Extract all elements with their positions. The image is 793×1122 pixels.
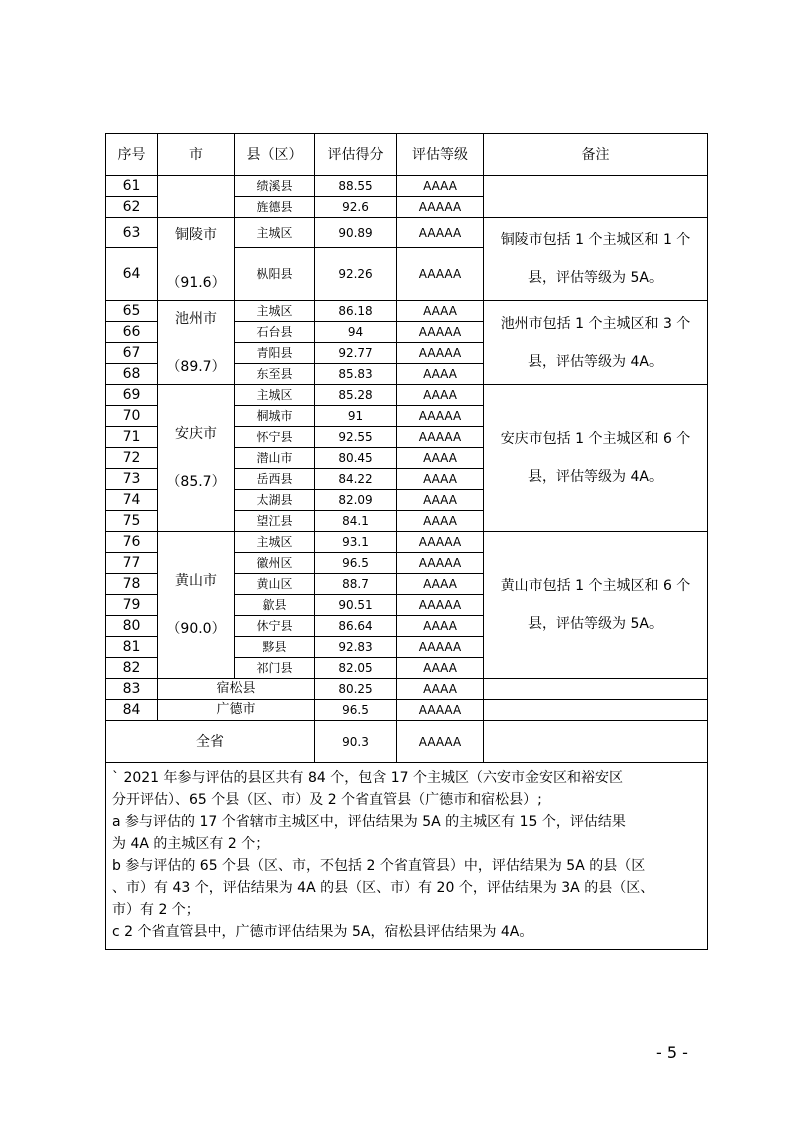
- row-grade: AAAA: [397, 490, 484, 511]
- row-county: 绩溪县: [235, 176, 315, 197]
- city-cell: [158, 532, 235, 679]
- row-score: 91: [315, 406, 397, 427]
- row-score: 85.28: [315, 385, 397, 406]
- header-seq: 序号: [106, 134, 158, 176]
- note-cell-blank: [484, 679, 708, 700]
- row-score: 96.5: [315, 553, 397, 574]
- row-grade: AAAA: [397, 301, 484, 322]
- header-county: 县（区）: [235, 134, 315, 176]
- row-seq: 76: [106, 532, 158, 553]
- city-score: （90.0）: [166, 621, 226, 637]
- row-grade: AAAA: [397, 448, 484, 469]
- footnote-line: 为 4A 的主城区有 2 个；: [112, 836, 270, 852]
- row-grade: AAAAA: [397, 700, 484, 721]
- row-seq: 77: [106, 553, 158, 574]
- row-county: 主城区: [235, 218, 315, 248]
- row-grade: AAAA: [397, 511, 484, 532]
- total-grade: AAAAA: [397, 721, 484, 763]
- row-county: 东至县: [235, 364, 315, 385]
- row-seq: 63: [106, 218, 158, 248]
- row-grade: AAAAA: [397, 406, 484, 427]
- row-county: 怀宁县: [235, 427, 315, 448]
- row-county: 徽州区: [235, 553, 315, 574]
- total-score: 90.3: [315, 721, 397, 763]
- page-number: - 5 -: [656, 1043, 688, 1062]
- row-grade: AAAA: [397, 364, 484, 385]
- note-cell-blank: [484, 700, 708, 721]
- row-grade: AAAAA: [397, 248, 484, 301]
- city-name: 铜陵市: [175, 227, 217, 243]
- header-score: 评估得分: [315, 134, 397, 176]
- city-cell: [158, 301, 235, 385]
- row-seq: 68: [106, 364, 158, 385]
- row-seq: 66: [106, 322, 158, 343]
- city-score: （85.7）: [166, 474, 226, 490]
- row-score: 90.89: [315, 218, 397, 248]
- row-grade: AAAAA: [397, 322, 484, 343]
- row-county: 黄山区: [235, 574, 315, 595]
- row-seq: 69: [106, 385, 158, 406]
- row-county: 祁门县: [235, 658, 315, 679]
- note-line: 安庆市包括 1 个主城区和 6 个: [500, 431, 691, 447]
- table-row: [106, 700, 708, 721]
- row-seq: 83: [106, 679, 158, 700]
- row-county-merged: 广德市: [158, 700, 315, 721]
- note-cell: [484, 385, 708, 532]
- note-line: 黄山市包括 1 个主城区和 6 个: [500, 578, 691, 594]
- row-score: 92.55: [315, 427, 397, 448]
- row-seq: 70: [106, 406, 158, 427]
- note-line: 县，评估等级为 5A。: [528, 270, 663, 286]
- row-grade: AAAA: [397, 385, 484, 406]
- city-name: 黄山市: [175, 573, 217, 589]
- footnote-line: c 2 个省直管县中，广德市评估结果为 5A，宿松县评估结果为 4A。: [112, 924, 534, 940]
- row-grade: AAAAA: [397, 427, 484, 448]
- table-row: [106, 218, 708, 248]
- row-grade: AAAAA: [397, 532, 484, 553]
- row-seq: 64: [106, 248, 158, 301]
- note-cell: [484, 532, 708, 679]
- row-score: 84.22: [315, 469, 397, 490]
- footnote-line: 、市）有 43 个，评估结果为 4A 的县（区、市）有 20 个，评估结果为 3A 的县（区、: [112, 880, 655, 896]
- footnote-line: 分开评估）、65 个县（区、市）及 2 个省直管县（广德市和宿松县）;: [112, 792, 542, 808]
- footnote-row: [106, 763, 708, 950]
- note-line: 县，评估等级为 4A。: [528, 469, 663, 485]
- city-name: 池州市: [175, 310, 217, 327]
- row-score: 80.25: [315, 679, 397, 700]
- row-score: 94: [315, 322, 397, 343]
- row-grade: AAAA: [397, 469, 484, 490]
- table-row: [106, 385, 708, 406]
- city-cell: [158, 218, 235, 301]
- note-line: 县，评估等级为 4A。: [528, 353, 663, 370]
- table-row: [106, 176, 708, 197]
- evaluation-table: [105, 133, 708, 950]
- row-county-merged: 宿松县: [158, 679, 315, 700]
- table-header-row: [106, 134, 708, 176]
- row-seq: 75: [106, 511, 158, 532]
- row-seq: 71: [106, 427, 158, 448]
- footnote-cell: [106, 763, 708, 950]
- row-score: 85.83: [315, 364, 397, 385]
- row-county: 旌德县: [235, 197, 315, 218]
- city-spacer: [158, 245, 234, 273]
- row-county: 潜山市: [235, 448, 315, 469]
- row-county: 黟县: [235, 637, 315, 658]
- row-county: 主城区: [235, 301, 315, 322]
- row-county: 主城区: [235, 385, 315, 406]
- row-score: 82.09: [315, 490, 397, 511]
- row-county: 太湖县: [235, 490, 315, 511]
- city-score: （91.6）: [166, 275, 226, 291]
- row-county: 主城区: [235, 532, 315, 553]
- row-grade: AAAAA: [397, 637, 484, 658]
- row-seq: 81: [106, 637, 158, 658]
- row-grade: AAAA: [397, 574, 484, 595]
- row-grade: AAAA: [397, 616, 484, 637]
- row-seq: 67: [106, 343, 158, 364]
- city-spacer: [158, 329, 234, 357]
- note-cell-blank: [484, 176, 708, 218]
- row-score: 92.26: [315, 248, 397, 301]
- row-score: 88.7: [315, 574, 397, 595]
- row-county: 望江县: [235, 511, 315, 532]
- row-grade: AAAAA: [397, 197, 484, 218]
- row-score: 86.64: [315, 616, 397, 637]
- row-seq: 61: [106, 176, 158, 197]
- header-city: 市: [158, 134, 235, 176]
- row-score: 90.51: [315, 595, 397, 616]
- city-spacer: [158, 444, 234, 472]
- row-seq: 62: [106, 197, 158, 218]
- row-score: 92.83: [315, 637, 397, 658]
- row-score: 86.18: [315, 301, 397, 322]
- row-grade: AAAA: [397, 658, 484, 679]
- row-score: 96.5: [315, 700, 397, 721]
- row-grade: AAAA: [397, 679, 484, 700]
- row-county: 桐城市: [235, 406, 315, 427]
- header-note: 备注: [484, 134, 708, 176]
- footnote-line: 市）有 2 个；: [112, 902, 200, 918]
- row-score: 80.45: [315, 448, 397, 469]
- row-county: 枞阳县: [235, 248, 315, 301]
- row-seq: 78: [106, 574, 158, 595]
- table-row: [106, 532, 708, 553]
- city-score: （89.7）: [166, 358, 226, 375]
- total-row: [106, 721, 708, 763]
- row-score: 93.1: [315, 532, 397, 553]
- row-county: 岳西县: [235, 469, 315, 490]
- note-line: 铜陵市包括 1 个主城区和 1 个: [500, 232, 691, 248]
- row-grade: AAAAA: [397, 553, 484, 574]
- total-label: 全省: [106, 721, 315, 763]
- row-seq: 65: [106, 301, 158, 322]
- row-seq: 73: [106, 469, 158, 490]
- row-county: 青阳县: [235, 343, 315, 364]
- row-county: 石台县: [235, 322, 315, 343]
- header-grade: 评估等级: [397, 134, 484, 176]
- row-seq: 80: [106, 616, 158, 637]
- footnote-line: ` 2021 年参与评估的县区共有 84 个，包含 17 个主城区（六安市金安区和裕安区: [112, 770, 623, 786]
- row-county: 歙县: [235, 595, 315, 616]
- row-score: 84.1: [315, 511, 397, 532]
- footnote-line: a 参与评估的 17 个省辖市主城区中，评估结果为 5A 的主城区有 15 个，评估结果: [112, 814, 626, 830]
- row-seq: 79: [106, 595, 158, 616]
- table-row: [106, 679, 708, 700]
- row-seq: 84: [106, 700, 158, 721]
- city-spacer: [158, 591, 234, 619]
- row-seq: 72: [106, 448, 158, 469]
- total-note-blank: [484, 721, 708, 763]
- row-seq: 74: [106, 490, 158, 511]
- row-grade: AAAA: [397, 176, 484, 197]
- row-grade: AAAAA: [397, 218, 484, 248]
- note-cell: [484, 301, 708, 385]
- row-county: 休宁县: [235, 616, 315, 637]
- row-grade: AAAAA: [397, 595, 484, 616]
- row-seq: 82: [106, 658, 158, 679]
- row-score: 88.55: [315, 176, 397, 197]
- note-line: 池州市包括 1 个主城区和 3 个: [500, 315, 691, 332]
- row-grade: AAAAA: [397, 343, 484, 364]
- city-name: 安庆市: [175, 426, 217, 442]
- city-cell-blank: [158, 176, 235, 218]
- note-cell: [484, 218, 708, 301]
- footnote-line: b 参与评估的 65 个县（区、市，不包括 2 个省直管县）中，评估结果为 5A 的县（区: [112, 858, 646, 874]
- row-score: 92.77: [315, 343, 397, 364]
- note-line: 县，评估等级为 5A。: [528, 616, 663, 632]
- city-cell: [158, 385, 235, 532]
- row-score: 92.6: [315, 197, 397, 218]
- row-score: 82.05: [315, 658, 397, 679]
- table-row: [106, 301, 708, 322]
